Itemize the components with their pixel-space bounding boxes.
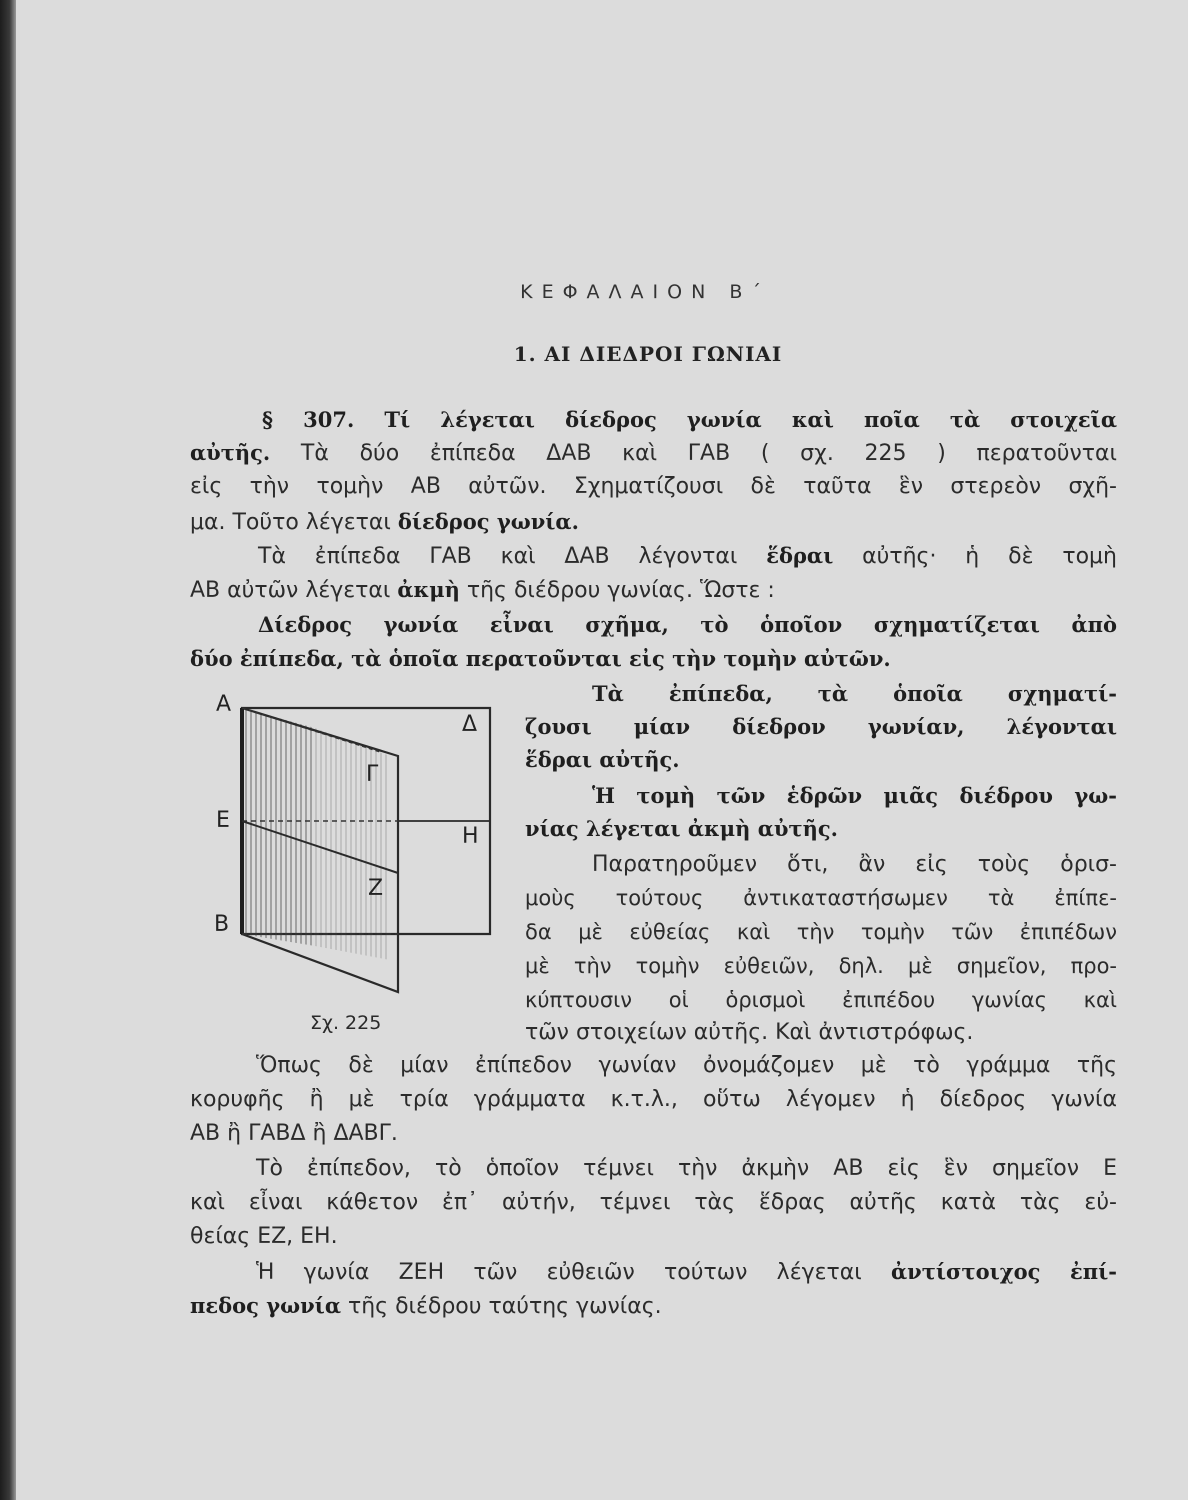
text: αὐτῆς· ἡ δὲ τομὴ [833, 544, 1117, 569]
label-z: Ζ [368, 876, 384, 901]
paragraph-line [190, 439, 1117, 468]
paragraph-line: κύπτουσιν οἱ ὁρισμοὶ ἐπιπέδου γωνίας καὶ [525, 988, 1117, 1012]
label-e: Ε [216, 808, 230, 833]
label-a: Α [216, 692, 232, 717]
paragraph-line: θείας ΕΖ, ΕΗ. [190, 1224, 338, 1249]
definition-line: ἕδραι αὐτῆς. [525, 747, 680, 772]
book-spine-shadow [0, 0, 16, 1500]
paragraph-line [190, 576, 775, 605]
paragraph-line: κορυφῆς ἢ μὲ τρία γράμματα κ.τ.λ., οὕτω λέγομεν ἡ δίεδρος γωνία [190, 1087, 1117, 1112]
paragraph-line [258, 542, 1117, 571]
plane-gab-shading-light [315, 728, 390, 960]
term-faces: ἕδραι [766, 543, 834, 568]
figure-225-dihedral-angle [200, 690, 520, 1040]
paragraph-307-heading: § 307. Τί λέγεται δίεδρος γωνία καὶ ποῖα τὰ στοιχεῖα [262, 407, 1117, 432]
term-plane-angle: πεδος γωνία [190, 1293, 341, 1318]
text: Τὰ ἐπίπεδα ΓΑΒ καὶ ΔΑΒ λέγονται [258, 544, 767, 569]
section-title: 1. ΑΙ ΔΙΕΔΡΟΙ ΓΩΝΙΑΙ [513, 342, 783, 366]
definition-line: Τὰ ἐπίπεδα, τὰ ὁποῖα σχηματί- [592, 681, 1117, 706]
text: ΑΒ αὐτῶν λέγεται [190, 578, 398, 603]
paragraph-line: μὲ τὴν τομὴν εὐθειῶν, δηλ. μὲ σημεῖον, προ- [525, 954, 1117, 978]
paragraph-line: δα μὲ εὐθείας καὶ τὴν τομὴν τῶν ἐπιπέδων [525, 920, 1117, 944]
figure-caption: Σχ. 225 [310, 1012, 382, 1034]
definition-line: Δίεδρος γωνία εἶναι σχῆμα, τὸ ὁποῖον σχηματίζεται ἀπὸ [258, 612, 1117, 637]
paragraph-line: μοὺς τούτους ἀντικαταστήσωμεν τὰ ἐπίπε- [525, 886, 1117, 910]
bold-text: αὐτῆς. [190, 440, 271, 465]
paragraph-line: Ὅπως δὲ μίαν ἐπίπεδον γωνίαν ὀνομάζομεν μὲ τὸ γράμμα τῆς [256, 1053, 1117, 1078]
paragraph-line: εἰς τὴν τομὴν ΑΒ αὐτῶν. Σχηματίζουσι δὲ ταῦτα ἓν στερεὸν σχῆ- [190, 474, 1117, 499]
term-dihedral-angle: δίεδρος γωνία. [397, 509, 579, 534]
paragraph-line: τῶν στοιχείων αὐτῆς. Καὶ ἀντιστρόφως. [525, 1020, 974, 1045]
plane-gab-shading [242, 708, 315, 946]
term-corresponding: ἀντίστοιχος ἐπί- [890, 1259, 1117, 1284]
text: τῆς διέδρου γωνίας. Ὥστε : [459, 578, 775, 603]
paragraph-line [256, 1258, 1117, 1287]
definition-line: νίας λέγεται ἀκμὴ αὐτῆς. [525, 816, 838, 841]
label-h: Η [462, 824, 479, 849]
paragraph-line [190, 508, 579, 537]
term-edge: ἀκμὴ [397, 577, 460, 602]
definition-line: Ἡ τομὴ τῶν ἑδρῶν μιᾶς διέδρου γω- [592, 783, 1117, 808]
text: Τὰ δύο ἐπίπεδα ΔΑΒ καὶ ΓΑΒ ( σχ. 225 ) περατοῦνται [270, 441, 1117, 466]
dihedral-diagram [200, 690, 520, 1040]
label-b: Β [214, 912, 230, 937]
paragraph-line: Παρατηροῦμεν ὅτι, ἂν εἰς τοὺς ὁρισ- [592, 852, 1117, 877]
chapter-heading: ΚΕΦΑΛΑΙΟΝ Β΄ [520, 281, 770, 303]
definition-line: δύο ἐπίπεδα, τὰ ὁποῖα περατοῦνται εἰς τὴν τομὴν αὐτῶν. [190, 646, 891, 671]
label-g: Γ [366, 762, 379, 787]
text: μα. Τοῦτο λέγεται [190, 510, 398, 535]
definition-line: ζουσι μίαν δίεδρον γωνίαν, λέγονται [525, 714, 1117, 739]
paragraph-line: Τὸ ἐπίπεδον, τὸ ὁποῖον τέμνει τὴν ἀκμὴν ΑΒ εἰς ἓν σημεῖον Ε [256, 1156, 1117, 1181]
paragraph-line: ΑΒ ἢ ΓΑΒΔ ἢ ΔΑΒΓ. [190, 1121, 398, 1146]
text: τῆς διέδρου ταύτης γωνίας. [341, 1294, 662, 1319]
paragraph-line [190, 1292, 662, 1321]
label-d: Δ [462, 712, 478, 737]
paragraph-line: καὶ εἶναι κάθετον ἐπ᾽ αὐτήν, τέμνει τὰς ἕδρας αὐτῆς κατὰ τὰς εὐ- [190, 1190, 1117, 1215]
text: Ἡ γωνία ΖΕΗ τῶν εὐθειῶν τούτων λέγεται [256, 1260, 891, 1285]
